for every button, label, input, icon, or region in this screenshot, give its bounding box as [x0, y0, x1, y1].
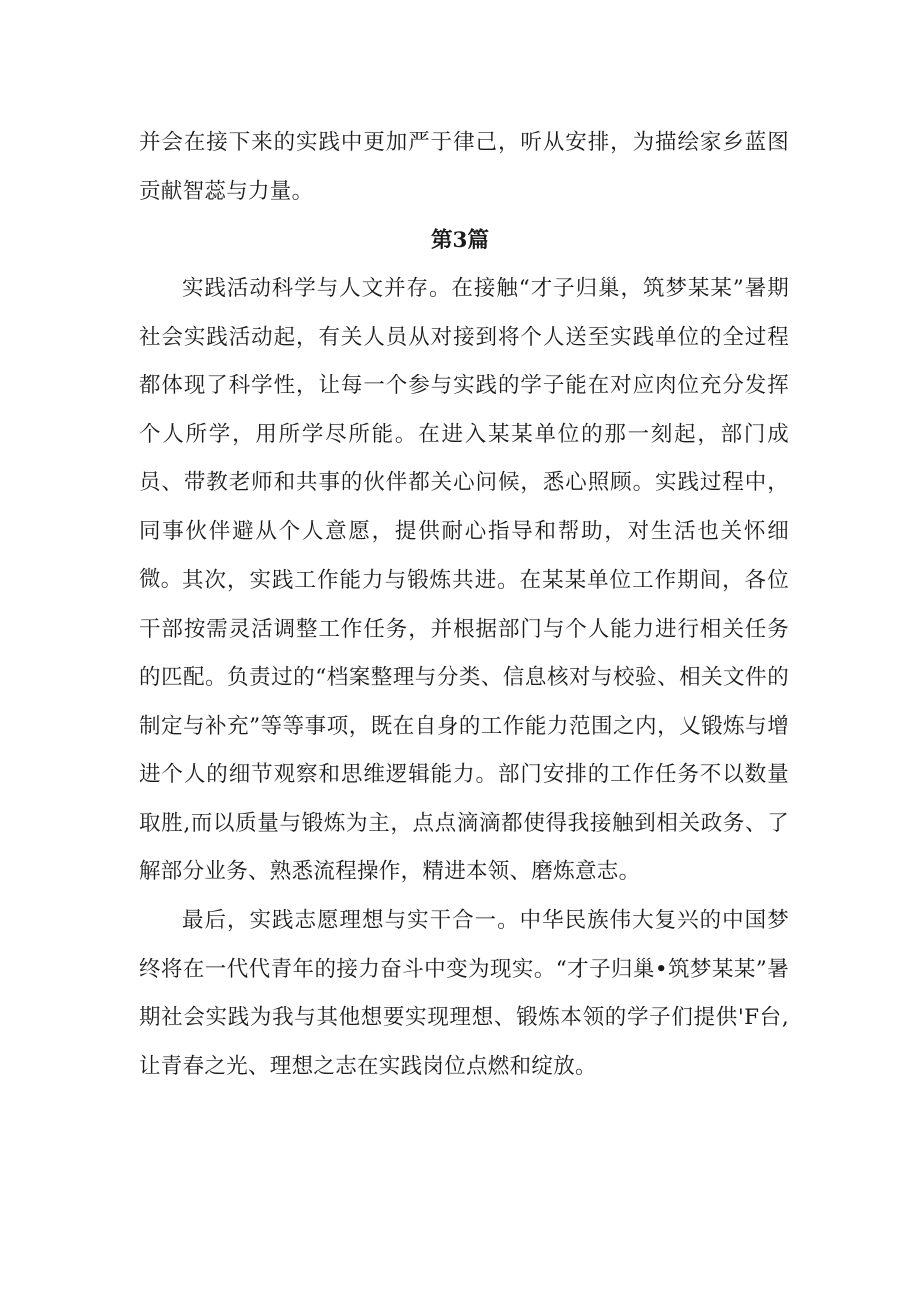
continuation-paragraph: 并会在接下来的实践中更加严于律己，听从安排，为描绘家乡蓝图贡献智蕊与力量。 [139, 130, 789, 204]
body-paragraph-1: 实践活动科学与人文并存。在接触“才子归巢，筑梦某某”暑期社会实践活动起，有关人员从对接到将个人送至实践单位的全过程都体现了科学性，让每一个参与实践的学子能在对应肉位充分发挥个人所学，用所学尽所能。在进入某某单位的那一刻起，部门成员、带教老师和共事的伙伴都关心问候，悉心照顾。实践过程中，同事伙伴避从个人意愿，提供耐心指导和帮助，对生活也关怀细微。 [139, 276, 789, 592]
body-paragraph-2: 其次，实践工作能力与锻炼共进。在某某单位工作期间，各位干部按需灵活调整工作任务，并根据部门与个人能力进行相关任务的匹配。负责过的“档案整理与分类、信息核对与校验、相关文件的制定与补充”等等事项，既在自身的工作能力范围之内，乂锻炼与增进个人的细节观察和思维逻辑能力。部门安排的工作任务不以数量取胜,而以质量与锻炼为主，点点滴滴都使得我接触到相关政务、了解部分业务、熟悉流程操作，精进本领、磨炼意志。 [139, 568, 789, 884]
section-heading: 第3篇 [431, 228, 489, 253]
body-paragraph-3: 最后，实践志愿理想与实干合一。中华民族伟大复兴的中国梦终将在一代代青年的接力奋斗中变为现实。“才子归巢•筑梦某某”暑期社会实践为我与其他想要实现理想、锻炼本领的学子们提供'F台,让青春之光、理想之志在实践岗位点燃和绽放。 [139, 908, 789, 1079]
